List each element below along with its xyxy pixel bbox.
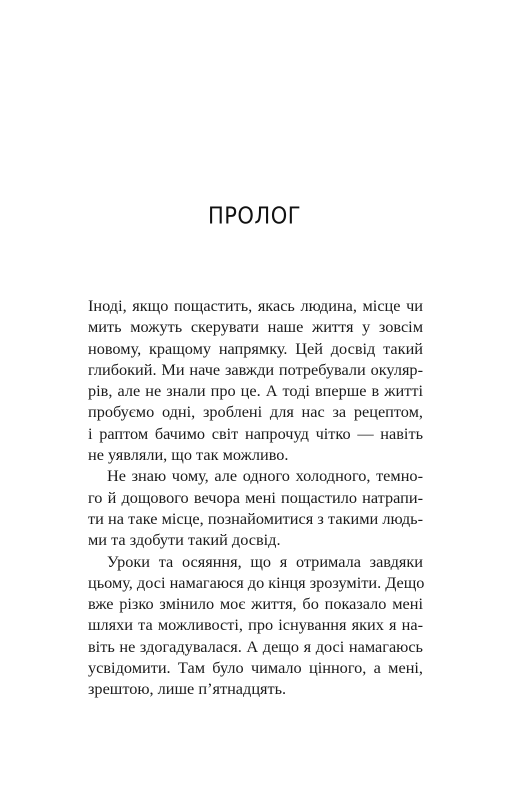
text-line: пробуємо одні, зроблені для нас за рецептом, [88, 402, 423, 422]
text-line: усвідомити. Там було чимало цінного, а мені, [88, 658, 423, 678]
text-line: Уроки та осяяння, що я отримала завдяки [107, 551, 423, 571]
text-line: го й дощового вечора мені пощастило натрапи- [88, 487, 423, 507]
text-line: вже різко змінило моє життя, бо показало мені [88, 594, 423, 614]
text-line: ти на таке місце, познайомитися з такими людь- [88, 508, 423, 528]
text-line: глибокий. Ми наче завжди потребували окуляр- [88, 359, 423, 379]
text-line: цьому, досі намагаюся до кінця зрозуміти. Дещо [88, 572, 425, 592]
text-line: не уявляли, що так можливо. [88, 445, 289, 465]
text-line: мить можуть скерувати наше життя у зовсім [88, 317, 423, 337]
text-line: новому, кращому напрямку. Цей досвід такий [88, 338, 423, 358]
text-line: Не знаю чому, але одного холодного, темно- [107, 466, 423, 486]
text-line: Іноді, якщо пощастить, якась людина, місце чи [88, 296, 423, 315]
text-line: зрештою, лише п’ятнадцять. [88, 679, 287, 699]
paragraph-1 [88, 295, 423, 465]
text-line: віть не здогадувалася. А дещо я досі намагаюсь [88, 636, 423, 656]
prologue-text [88, 295, 423, 700]
text-line: ми та здобути такий досвід. [88, 530, 281, 550]
text-line: шляхи та можливості, про існування яких я на- [88, 615, 423, 635]
text-line: рів, але не знали про це. А тоді вперше в житті [88, 381, 423, 401]
paragraph-2 [88, 465, 423, 550]
paragraph-3 [88, 551, 423, 700]
chapter-title: ПРОЛОГ [207, 203, 302, 229]
text-line: і раптом бачимо світ напрочуд чітко — навіть [88, 423, 423, 443]
